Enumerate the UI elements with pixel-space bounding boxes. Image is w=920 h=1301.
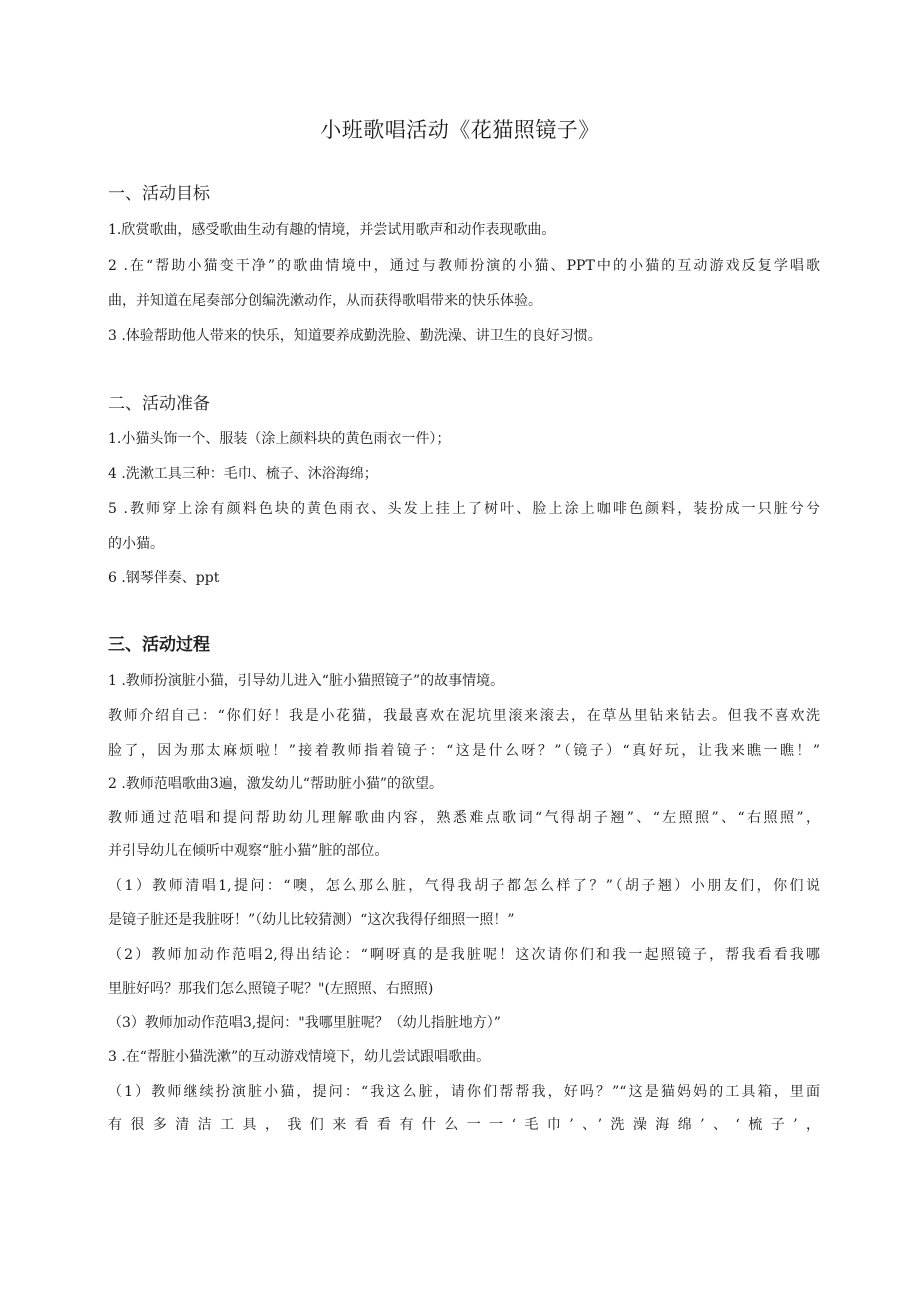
paragraph-line: 2 .教师范唱歌曲3遍，激发幼儿“帮助脏小猫”的欲望。: [108, 776, 444, 792]
paragraph-line: 里脏好吗？那我们怎么照镜子呢？"(左照照、右照照): [108, 981, 434, 997]
paragraph-line: 5 .教师穿上涂有颜料色块的黄色雨衣、头发上挂上了树叶、脸上涂上咖啡色颜料，装扮成一只脏兮兮: [108, 501, 820, 517]
paragraph-line: 并引导幼儿在倾听中观察“脏小猫”脏的部位。: [108, 843, 389, 859]
paragraph-line: 教师介绍自己：“你们好！我是小花猫，我最喜欢在泥坑里滚来滚去，在草丛里钻来钻去。但我不喜欢洗: [108, 708, 820, 724]
paragraph-line: 有很多清洁工具，我们来看看有什么一一‘毛巾’、’洗澡海绵’、‘梳子’，: [108, 1117, 820, 1133]
paragraph-line: 3 .体验帮助他人带来的快乐，知道要养成勤洗脸、勤洗澡、讲卫生的良好习惯。: [108, 328, 602, 344]
section-heading-process: 三、活动过程: [108, 635, 210, 655]
paragraph-line: 曲，并知道在尾奏部分创编洗漱动作，从而获得歌唱带来的快乐体验。: [108, 293, 542, 309]
paragraph-line: （1）教师继续扮演脏小猫，提问：“我这么脏，请你们帮帮我，好吗？”“这是猫妈妈的工具箱，里面: [108, 1084, 820, 1100]
paragraph-line: 脸了，因为那太麻烦啦！”接着教师指着镜子：“这是什么呀？”（镜子）“真好玩，让我来瞧一瞧！”: [108, 743, 820, 759]
section-heading-preparation: 二、活动准备: [108, 394, 210, 414]
page-title: 小班歌唱活动《花猫照镜子》: [320, 118, 600, 142]
paragraph-line: 6 .钢琴伴奏、ppt: [108, 570, 220, 586]
paragraph-line: 1 .教师扮演脏小猫，引导幼儿进入“脏小猫照镜子”的故事情境。: [108, 673, 505, 689]
section-heading-goals: 一、活动目标: [108, 184, 210, 204]
paragraph-line: 3 .在“帮脏小猫洗漱”的互动游戏情境下，幼儿尝试跟唱歌曲。: [108, 1049, 491, 1065]
paragraph-line: 1.小猫头饰一个、服装（涂上颜料块的黄色雨衣一件）；: [108, 431, 451, 447]
paragraph-line: （1）教师清唱1,提问：“噢，怎么那么脏，气得我胡子都怎么样了？”（胡子翘）小朋友们，你们说: [108, 878, 820, 894]
paragraph-line: （2）教师加动作范唱2,得出结论：“啊呀真的是我脏呢！这次请你们和我一起照镜子，帮我看看我哪: [108, 947, 820, 963]
paragraph-line: 是镜子脏还是我脏呀！”（幼儿比较猜测）“这次我得仔细照一照！”: [108, 912, 515, 928]
paragraph-line: 4 .洗漱工具三种：毛巾、梳子、沐浴海绵；: [108, 466, 378, 482]
paragraph-line: （3）教师加动作范唱3,提问："我哪里脏呢？（幼儿指脏地方）”: [108, 1015, 501, 1031]
paragraph-line: 的小猫。: [108, 536, 164, 552]
paragraph-line: 2 .在“帮助小猫变干净”的歌曲情境中，通过与教师扮演的小猫、PPT中的小猫的互动游戏反复学唱歌: [108, 258, 820, 274]
paragraph-line: 1.欣赏歌曲，感受歌曲生动有趣的情境，并尝试用歌声和动作表现歌曲。: [108, 222, 556, 238]
paragraph-line: 教师通过范唱和提问帮助幼儿理解歌曲内容，熟悉难点歌词“气得胡子翘”、“左照照”、“右照照”，: [108, 810, 820, 826]
